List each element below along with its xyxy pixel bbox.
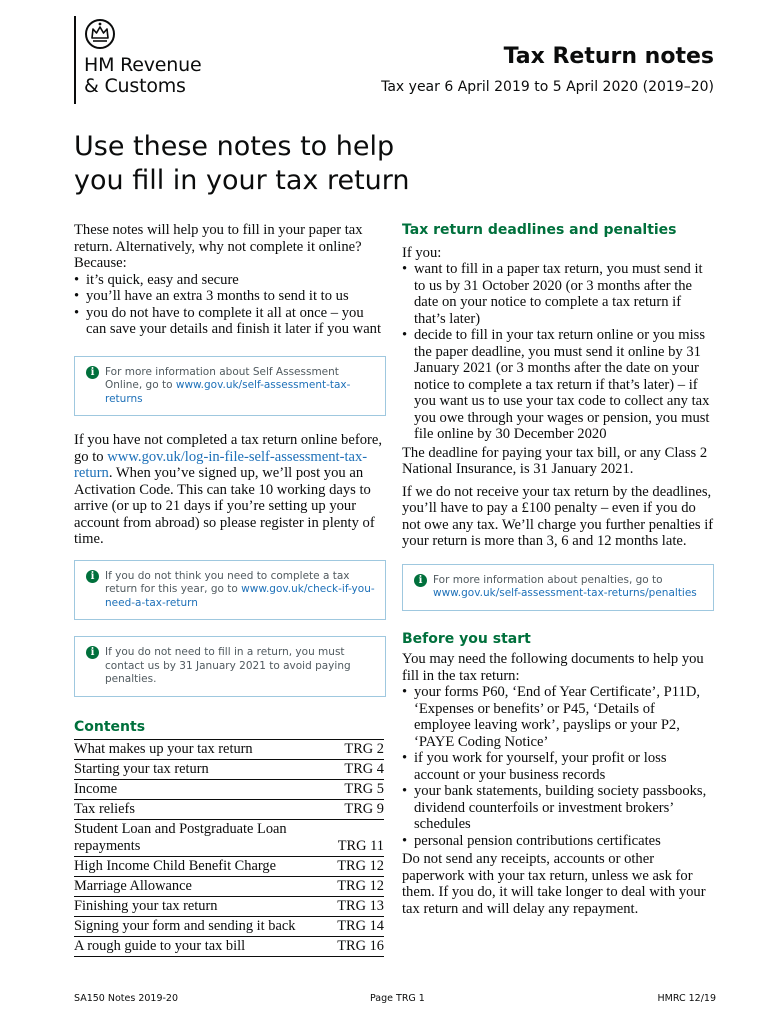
contents-row (74, 897, 384, 917)
contents-label: What makes up your tax return (74, 740, 331, 760)
info-icon: i (86, 366, 99, 379)
department-name-line2: & Customs (84, 75, 186, 97)
penalties-link[interactable]: www.gov.uk/self-assessment-tax-returns/penalties (433, 587, 697, 599)
note-text: For more information about Self Assessment Online, go to (105, 365, 339, 391)
left-column (74, 222, 386, 957)
contents-row (74, 820, 384, 857)
contents-label: A rough guide to your tax bill (74, 937, 331, 957)
contents-label: Tax reliefs (74, 800, 331, 820)
self-assessment-link[interactable]: www.gov.uk/self-assessment-tax-returns (105, 379, 351, 405)
list-item: • want to fill in a paper tax return, you must send it to us by 31 October 2020 (or 3 months after the date on your notice to complete a tax return if that’s later) (402, 261, 714, 327)
contents-heading: Contents (74, 718, 146, 735)
contents-page: TRG 13 (331, 897, 384, 917)
if-you-text: If you: (402, 244, 442, 261)
contents-row (74, 780, 384, 800)
contents-page: TRG 11 (331, 820, 384, 857)
note-text: For more information about penalties, go to (433, 573, 663, 586)
contents-label: High Income Child Benefit Charge (74, 857, 331, 877)
contents-page: TRG 2 (331, 740, 384, 760)
contents-label: Signing your form and sending it back (74, 917, 331, 937)
contents-row (74, 800, 384, 820)
revision-code: HMRC 12/19 (657, 993, 716, 1004)
list-item: • your forms P60, ‘End of Year Certificate’, P11D, ‘Expenses or benefits’ or P45, ‘Details of employee leaving work’, payslips or your P2, ‘PAYE Coding Notice’ (402, 684, 714, 750)
contents-row (74, 877, 384, 897)
benefits-list (74, 272, 386, 338)
list-item: • if you work for yourself, your profit or loss account or your business records (402, 750, 714, 783)
info-note-check (74, 560, 386, 621)
payment-deadline-paragraph: The deadline for paying your tax bill, or any Class 2 National Insurance, is 31 January 2021. (402, 444, 708, 477)
page-number: Page TRG 1 (370, 993, 425, 1004)
contents-label: Student Loan and Postgraduate Loan repayments (74, 820, 331, 857)
right-column (402, 222, 714, 923)
before-intro-paragraph: You may need the following documents to help you fill in the tax return: (402, 651, 704, 684)
contents-page: TRG 12 (331, 877, 384, 897)
note-text: If you do not need to fill in a return, you must contact us by 31 January 2021 to avoid paying penalties. (105, 646, 351, 685)
check-tax-return-link[interactable]: www.gov.uk/check-if-you-need-a-tax-return (105, 583, 375, 609)
info-note-penalties (402, 564, 714, 611)
list-item: • personal pension contributions certificates (402, 833, 714, 850)
note-text: If you do not think you need to complete a tax return for this year, go to (105, 569, 350, 595)
contents-page: TRG 5 (331, 780, 384, 800)
contents-page: TRG 16 (331, 937, 384, 957)
document-title: Tax Return notes (503, 44, 714, 69)
intro-paragraph: These notes will help you to fill in your paper tax return. Alternatively, why not complete it online? Because: (74, 222, 363, 271)
list-item: • it’s quick, easy and secure (74, 272, 386, 289)
contents-table (74, 739, 384, 957)
contents-label: Finishing your tax return (74, 897, 331, 917)
list-item: • decide to fill in your tax return online or you miss the paper deadline, you must send it online by 31 January 2021 (or 3 months after the date on your notice to complete a tax return if that’s later) – if you want us to use your tax code to collect any tax you owe through your wages or pension, you must file online by 30 December 2020 (402, 327, 714, 443)
department-name-line1: HM Revenue (84, 54, 202, 76)
contents-label: Marriage Allowance (74, 877, 331, 897)
contents-label: Starting your tax return (74, 760, 331, 780)
hmrc-logo (74, 16, 202, 104)
deadlines-list (402, 261, 714, 443)
info-icon: i (414, 574, 427, 587)
info-note-contact (74, 636, 386, 697)
deadlines-heading: Tax return deadlines and penalties (402, 222, 677, 238)
main-heading: Use these notes to help you fill in your tax return (74, 131, 410, 196)
info-icon: i (86, 570, 99, 583)
contents-row (74, 937, 384, 957)
info-icon: i (86, 646, 99, 659)
paragraph-text: If you have not completed a tax return online before, go to (74, 432, 382, 465)
closing-paragraph: Do not send any receipts, accounts or other paperwork with your tax return, unless we ask for them. If you do, it will take longer to deal with your tax return and will delay any repayment. (402, 851, 706, 917)
contents-row (74, 760, 384, 780)
contents-row (74, 857, 384, 877)
contents-label: Income (74, 780, 331, 800)
penalty-paragraph: If we do not receive your tax return by the deadlines, you’ll have to pay a £100 penalty – even if you do not owe any tax. We’ll charge you further penalties if your return is more than 3, 6 and 12 months late. (402, 483, 714, 549)
documents-list (402, 684, 714, 849)
document-subtitle: Tax year 6 April 2019 to 5 April 2020 (2019–20) (381, 79, 714, 95)
before-you-start-heading: Before you start (402, 630, 531, 647)
contents-page: TRG 9 (331, 800, 384, 820)
contents-page: TRG 4 (331, 760, 384, 780)
list-item: • your bank statements, building society passbooks, dividend counterfoils or investment brokers’ schedules (402, 783, 714, 833)
contents-row (74, 740, 384, 760)
list-item: • you do not have to complete it all at once – you can save your details and finish it later if you want (74, 305, 386, 338)
contents-row (74, 917, 384, 937)
form-reference: SA150 Notes 2019-20 (74, 993, 179, 1004)
royal-crest-icon (84, 16, 116, 52)
list-item: • you’ll have an extra 3 months to send it to us (74, 288, 386, 305)
online-signup-paragraph (74, 432, 386, 548)
log-in-file-link[interactable]: www.gov.uk/log-in-file-self-assessment-tax-return (74, 448, 368, 481)
contents-page: TRG 12 (331, 857, 384, 877)
info-note-online (74, 356, 386, 417)
paragraph-text: . When you’ve signed up, we’ll post you an Activation Code. This can take 10 working days to arrive (or up to 21 days if you’re setting up your account from abroad) so please register in plenty of time. (74, 465, 375, 547)
contents-page: TRG 14 (331, 917, 384, 937)
